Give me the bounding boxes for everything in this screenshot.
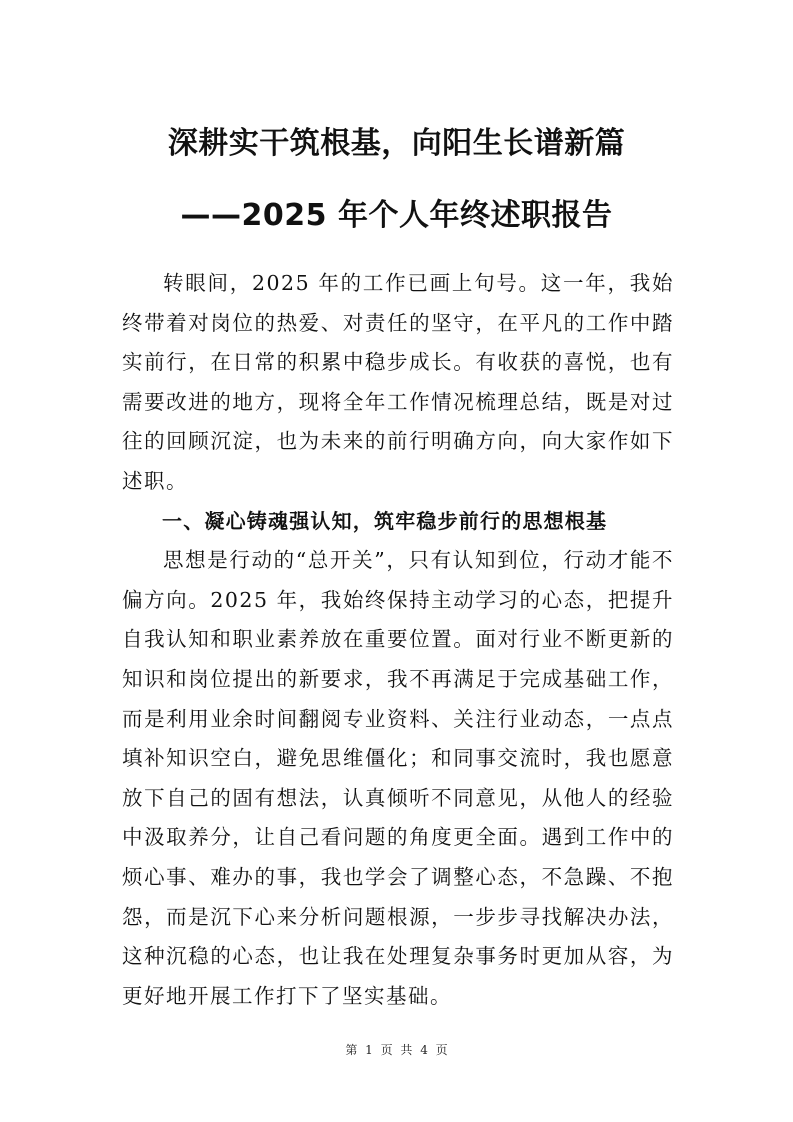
document-body (122, 264, 674, 1016)
section-1-paragraph: 思想是行动的“总开关”，只有认知到位，行动才能不偏方向。2025 年，我始终保持主动学习的心态，把提升自我认知和职业素养放在重要位置。面对行业不断更新的知识和岗位提出的新要求，我不再满足于完成基础工作，而是利用业余时间翻阅专业资料、关注行业动态，一点点填补知识空白，避免思维僵化；和同事交流时，我也愿意放下自己的固有想法，认真倾听不同意见，从他人的经验中汲取养分，让自己看问题的角度更全面。遇到工作中的烦心事、难办的事，我也学会了调整心态，不急躁、不抱怨，而是沉下心来分析问题根源，一步步寻找解决办法，这种沉稳的心态，也让我在处理复杂事务时更加从容，为更好地开展工作打下了坚实基础。 (122, 548, 674, 1008)
section-1-heading: 一、凝心铸魂强认知，筑牢稳步前行的思想根基 (162, 508, 608, 533)
page-number-footer: 第 1 页 共 4 页 (345, 1043, 448, 1057)
document-subtitle: ——2025 年个人年终述职报告 (180, 198, 613, 233)
intro-paragraph: 转眼间，2025 年的工作已画上句号。这一年，我始终带着对岗位的热爱、对责任的坚守，在平凡的工作中踏实前行，在日常的积累中稳步成长。有收获的喜悦，也有需要改进的地方，现将全年工作情况梳理总结，既是对过往的回顾沉淀，也为未来的前行明确方向，向大家作如下述职。 (122, 271, 674, 493)
document-title: 深耕实干筑根基，向阳生长谱新篇 (167, 126, 626, 161)
